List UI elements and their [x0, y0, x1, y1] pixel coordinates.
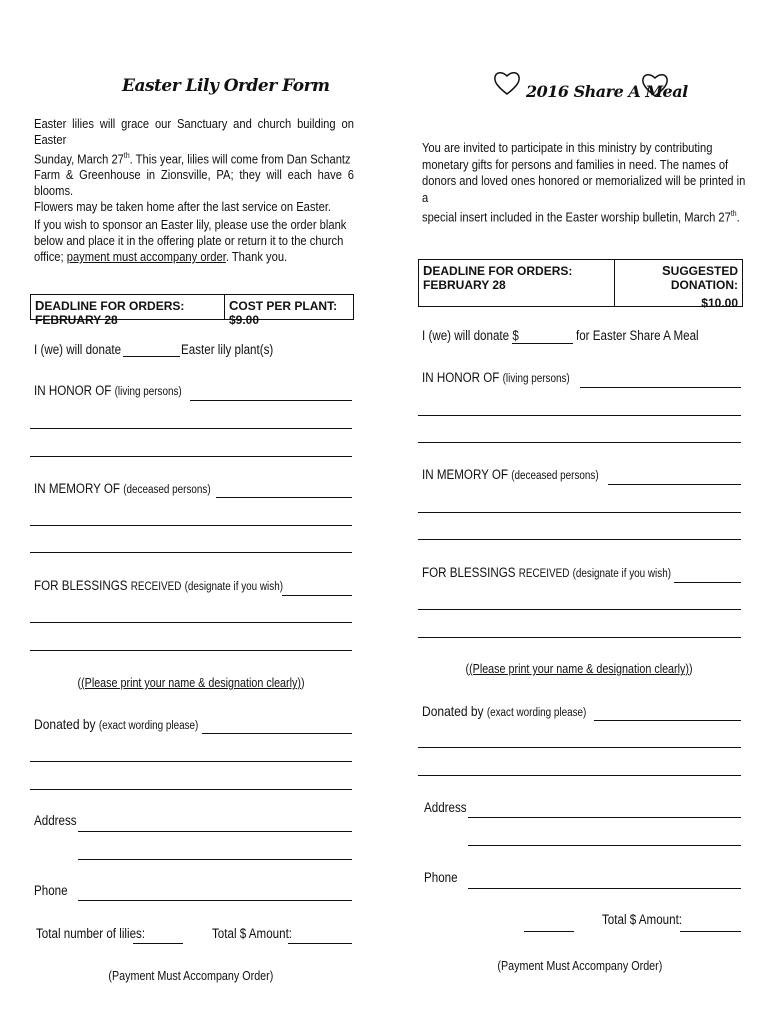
share-meal-donate-label-a: I (we) will donate $: [422, 328, 519, 343]
lily-print-note: ((Please print your name & designation clearly)): [77, 676, 305, 690]
lily-donated-by-label: Donated by (exact wording please): [34, 716, 199, 732]
lily-honor-field-1[interactable]: [190, 400, 352, 401]
share-meal-address-field-2[interactable]: [468, 845, 741, 846]
share-meal-title: 2016 Share A Meal: [526, 82, 688, 101]
lily-honor-field-2[interactable]: [30, 428, 352, 429]
lily-blessings-field-2[interactable]: [30, 622, 352, 623]
share-meal-honor-field-3[interactable]: [418, 442, 741, 443]
lily-payment-note: (Payment Must Accompany Order): [108, 969, 274, 983]
share-meal-payment-note-wrap: [418, 957, 741, 975]
lily-memory-field-1[interactable]: [216, 497, 352, 498]
share-meal-donated-by-field-2[interactable]: [418, 747, 741, 748]
lily-total-amount-label: Total $ Amount:: [212, 926, 293, 941]
lily-total-amount-field[interactable]: [288, 943, 352, 944]
lily-quantity-field[interactable]: [123, 356, 180, 357]
share-meal-address-field-1[interactable]: [468, 817, 741, 818]
share-meal-deadline-cell: DEADLINE FOR ORDERS: FEBRUARY 28: [423, 263, 573, 292]
share-meal-donated-by-field-3[interactable]: [418, 775, 741, 776]
share-meal-blessings-field-1[interactable]: [674, 582, 741, 583]
lily-address-field-2[interactable]: [78, 859, 352, 860]
lily-memory-field-2[interactable]: [30, 525, 352, 526]
share-meal-honor-label: IN HONOR OF (living persons): [422, 370, 570, 385]
share-meal-deadline-table: [418, 259, 743, 310]
share-meal-suggested-cell: SUGGESTED DONATION: $10.00: [614, 260, 742, 306]
lily-phone-label: Phone: [34, 883, 68, 898]
lily-blessings-field-3[interactable]: [30, 650, 352, 651]
lily-sponsor-paragraph: If you wish to sponsor an Easter lily, please use the order blank below and place it in the offering plate or return it to the church office; payment must accompany order. Thank you.: [34, 217, 347, 264]
share-meal-blessings-field-3[interactable]: [418, 637, 741, 638]
share-meal-donate-label-b: for Easter Share A Meal: [576, 328, 699, 343]
lily-blessings-label: FOR BLESSINGS RECEIVED (designate if you wish): [34, 578, 283, 593]
share-meal-memory-label: IN MEMORY OF (deceased persons): [422, 467, 599, 482]
share-meal-print-note-wrap: [418, 660, 741, 678]
share-meal-blessings-field-2[interactable]: [418, 609, 741, 610]
lily-donated-by-field-2[interactable]: [30, 761, 352, 762]
lily-phone-field[interactable]: [78, 900, 352, 901]
share-meal-payment-note: (Payment Must Accompany Order): [497, 959, 662, 973]
share-meal-total-amount-field[interactable]: [680, 931, 741, 932]
lily-honor-label: IN HONOR OF (living persons): [34, 383, 182, 398]
lily-intro-paragraph: Easter lilies will grace our Sanctuary and church building on Easter Sunday, March 27th. This year, lilies will come from Dan Schantz Farm & Greenhouse in Zionsville, PA; they will each have 6 blooms. Flowers may be taken home after the last service on Easter.: [34, 116, 354, 215]
lily-address-label: Address: [34, 813, 77, 828]
share-meal-address-label: Address: [424, 800, 467, 815]
share-meal-print-note: ((Please print your name & designation clearly)): [465, 662, 694, 676]
share-meal-honor-field-1[interactable]: [580, 387, 741, 388]
share-meal-phone-field[interactable]: [468, 888, 741, 889]
share-meal-intro-paragraph: You are invited to participate in this ministry by contributing monetary gifts for persons and families in need. The names of donors and loved ones honored or memorialized will be printed in a special insert included in the Easter worship bulletin, March 27th.: [422, 140, 746, 225]
lily-print-note-wrap: [30, 674, 352, 692]
share-meal-donated-by-field-1[interactable]: [594, 720, 741, 721]
share-meal-honor-field-2[interactable]: [418, 415, 741, 416]
lily-memory-field-3[interactable]: [30, 552, 352, 553]
lily-donated-by-field-1[interactable]: [202, 733, 352, 734]
lily-donate-label-b: Easter lily plant(s): [181, 342, 274, 357]
lily-total-lilies-field[interactable]: [133, 943, 183, 944]
share-meal-amount-field[interactable]: [512, 343, 573, 344]
suggested-donation-amount: $10.00: [701, 296, 738, 310]
lily-memory-label: IN MEMORY OF (deceased persons): [34, 481, 211, 496]
share-meal-blessings-label: FOR BLESSINGS RECEIVED (designate if you wish): [422, 565, 671, 580]
share-meal-total-amount-label: Total $ Amount:: [602, 912, 683, 927]
lily-address-field-1[interactable]: [78, 831, 352, 832]
heart-outline-icon: [492, 68, 522, 98]
lily-payment-note-wrap: [30, 967, 352, 985]
lily-deadline-table: [30, 294, 354, 327]
share-meal-memory-field-3[interactable]: [418, 539, 741, 540]
lily-total-lilies-label: Total number of lilies:: [36, 926, 146, 941]
lily-cost-cell: COST PER PLANT: $9.00: [224, 295, 353, 319]
lily-form-title: Easter Lily Order Form: [122, 76, 330, 96]
share-meal-memory-field-2[interactable]: [418, 512, 741, 513]
heart-outline-icon: [640, 70, 670, 100]
share-meal-donated-by-label: Donated by (exact wording please): [422, 703, 587, 719]
share-meal-phone-label: Phone: [424, 870, 458, 885]
lily-donate-label-a: I (we) will donate: [34, 342, 122, 357]
lily-deadline-cell: DEADLINE FOR ORDERS: FEBRUARY 28: [35, 298, 185, 327]
share-meal-blank-field[interactable]: [524, 931, 574, 932]
lily-honor-field-3[interactable]: [30, 456, 352, 457]
lily-blessings-field-1[interactable]: [282, 595, 352, 596]
lily-donated-by-field-3[interactable]: [30, 789, 352, 790]
share-meal-memory-field-1[interactable]: [608, 484, 741, 485]
